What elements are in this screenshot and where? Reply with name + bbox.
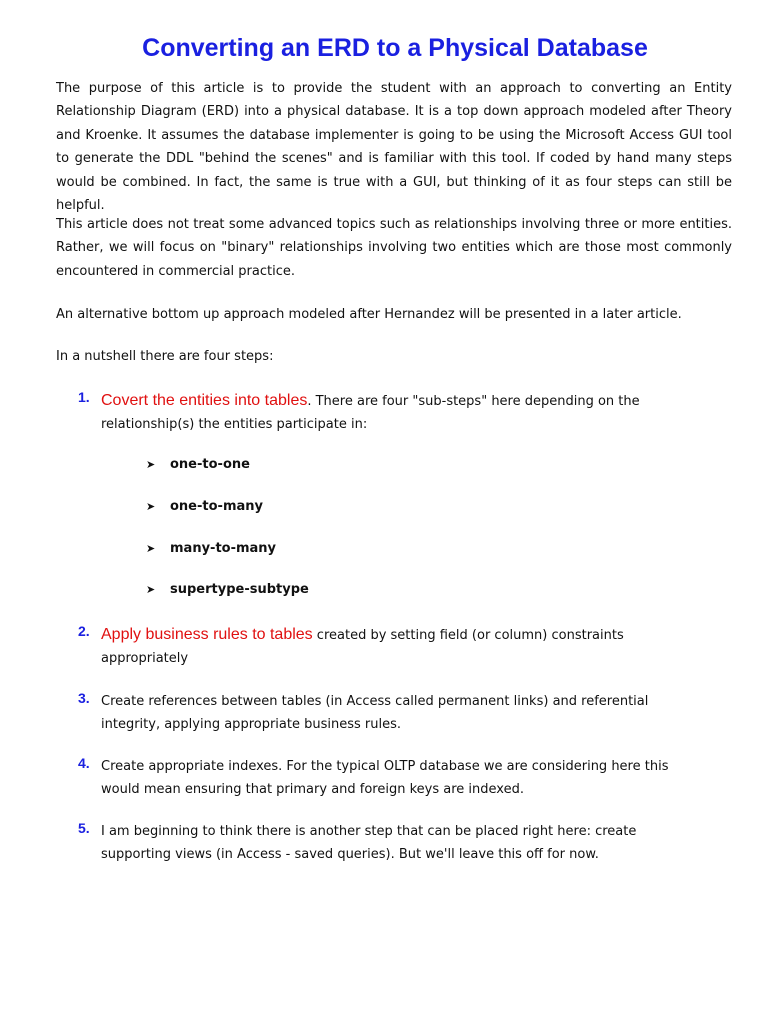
intro-paragraph: The purpose of this article is to provide the student with an approach to converting an Entity Relationship Diagram (ERD) into a physical database. It is a top down approach modeled after Theory and Kroenke. It assumes the database implementer is going to be using the Microsoft Access GUI tool to generate the DDL "behind the scenes" and is familiar with this tool. If coded by hand many steps would be combined. In fact, the same is true with a GUI, but thinking of it as four steps can still be helpful. xyxy=(56,81,732,214)
substep-item xyxy=(146,582,309,597)
page-title: Converting an ERD to a Physical Database xyxy=(142,34,648,62)
step-text: Create appropriate indexes. For the typical OLTP database we are considering here this would mean ensuring that primary and foreign keys are indexed. xyxy=(101,759,669,798)
step-heading: Covert the entities into tables xyxy=(101,392,308,409)
step-text: I am beginning to think there is another step that can be placed right here: create supporting views (in Access - saved queries). But we'll leave this off for now. xyxy=(101,824,637,863)
substep-item xyxy=(146,499,263,514)
step-heading: Apply business rules to tables xyxy=(101,626,313,643)
substep-item xyxy=(146,457,250,472)
substep-label: supertype-subtype xyxy=(170,582,309,597)
arrow-bullet-icon: ➤ xyxy=(146,458,156,471)
step-number: 1. xyxy=(78,389,90,405)
step-body: created by setting field (or column) constraints appropriately xyxy=(101,628,624,667)
step-number: 3. xyxy=(78,690,90,706)
nutshell-paragraph: In a nutshell there are four steps: xyxy=(56,349,274,364)
step-body: . There are four "sub-steps" here depending on the relationship(s) the entities participate in: xyxy=(101,394,640,433)
step-text: Create references between tables (in Access called permanent links) and referential integrity, applying appropriate business rules. xyxy=(101,694,649,733)
step-number: 2. xyxy=(78,623,90,639)
scope-paragraph: This article does not treat some advanced topics such as relationships involving three or more entities. Rather, we will focus on "binary" relationships involving two entities which are those most commonly encountered in commercial practice. xyxy=(56,217,732,279)
arrow-bullet-icon: ➤ xyxy=(146,542,156,555)
arrow-bullet-icon: ➤ xyxy=(146,500,156,513)
step-text xyxy=(101,389,701,437)
step-number: 4. xyxy=(78,755,90,771)
step-number: 5. xyxy=(78,820,90,836)
substep-label: one-to-one xyxy=(170,457,250,472)
arrow-bullet-icon: ➤ xyxy=(146,583,156,596)
step-text xyxy=(101,623,701,671)
alternative-paragraph: An alternative bottom up approach modeled after Hernandez will be presented in a later article. xyxy=(56,307,682,322)
substep-label: many-to-many xyxy=(170,541,277,556)
substep-label: one-to-many xyxy=(170,499,263,514)
substep-item xyxy=(146,541,276,556)
